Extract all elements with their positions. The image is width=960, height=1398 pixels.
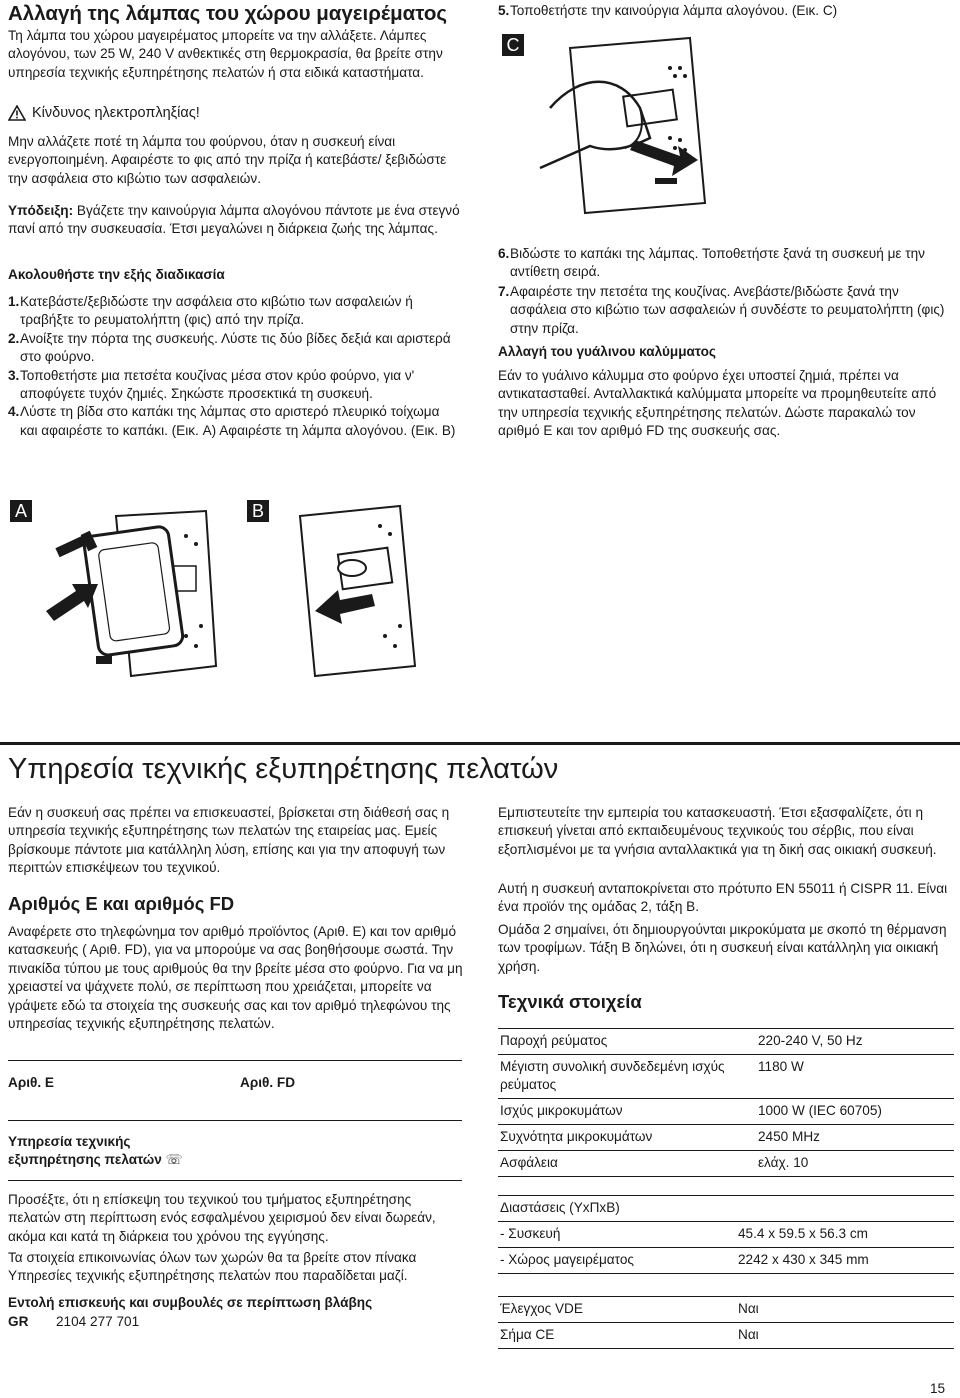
form-rule-top [8,1060,462,1061]
hint-text: Βγάζετε την καινούργια λάμπα αλογόνου πάντοτε με ένα στεγνό πανί από την συσκευασία. Έτσι μεγαλώνει η διάρκεια ζωής της λάμπας. [8,203,460,237]
spec-key: Ασφάλεια [498,1151,756,1177]
service-contact-line-2: εξυπηρέτησης πελατών [8,1152,162,1167]
e-number-label: Αριθ. E [8,1075,54,1090]
figure-b-label: B [247,500,269,522]
spec-key: Ισχύς μικροκυμάτων [498,1099,756,1125]
spec-key: - Χώρος μαγειρέματος [498,1248,736,1274]
step-1 [8,293,460,330]
spec-row [498,1099,954,1125]
figure-a-illustration [36,496,236,686]
step-number: 2. [8,330,20,346]
service-intro: Εάν η συσκευή σας πρέπει να επισκευαστεί, βρίσκεται στη διάθεσή σας η υπηρεσία τεχνικής εξυπηρέτησης των πελατών της εταιρείας μας. Εμείς βρίσκουμε πάντοτε μια κατάλληλη λύση, επίσης και για την αποφυγή των περιττών επισκέψεων του τεχνικού. [8,805,450,876]
spec-row [498,1125,954,1151]
enfd-text: Αναφέρετε στο τηλεφώνημα τον αριθμό προϊόντος (Αριθ. E) και τον αριθμό κατασκευής ( Αριθ. FD), για να μπορούμε να σας βοηθήσουμε σωστά. Την πινακίδα τύπου με τους αριθμούς θα την βρείτε μέσα στο φούρνο. Για να μη χρειαστεί να ψάχνετε πολύ, σε περίπτωση που χρειάζεται, μπορείτε να γράψετε εδώ τα στοιχεία της συσκευής σας και τον αριθμό τηλεφώνου της υπηρεσίας τεχνικής εξυπηρέτησης πελατών. [8,924,463,1032]
spec-row [498,1029,954,1055]
spec-value: 2450 MHz [756,1125,954,1151]
spec-key: Έλεγχος VDE [498,1297,736,1323]
specs-title: Τεχνικά στοιχεία [498,991,642,1012]
service-section-title: Υπηρεσία τεχνικής εξυπηρέτησης πελατών [8,753,559,785]
step-number: 4. [8,404,20,420]
spec-row [498,1151,954,1177]
spec-value: ελάχ. 10 [756,1151,954,1177]
page-number: 15 [930,1381,946,1396]
figure-c-illustration [530,28,730,228]
spec-key: - Συσκευή [498,1222,736,1248]
step-3 [8,367,460,404]
step-7 [498,283,954,338]
step-2 [8,330,460,367]
spec-key: Παροχή ρεύματος [498,1029,756,1055]
spec-value: 45.4 x 59.5 x 56.3 cm [736,1222,954,1248]
spec-row [498,1222,954,1248]
enfd-title: Αριθμός E και αριθμός FD [8,893,235,914]
step-number: 7. [498,284,510,299]
spec-row [498,1196,954,1222]
spec-key: Συχνότητα μικροκυμάτων [498,1125,756,1151]
figure-a-label: A [10,500,32,522]
spec-value [736,1196,954,1222]
service-phone-number: 2104 277 701 [56,1314,140,1329]
spec-value: 220-240 V, 50 Hz [756,1029,954,1055]
arrow-out-icon [46,584,98,621]
step-text: Τοποθετήστε μια πετσέτα κουζίνας μέσα στον κρύο φούρνο, για ν' αποφύγετε τυχόν ζημιές. Σηκώστε προσεκτικά τη συσκευή. [20,367,415,402]
warning-heading [8,104,200,122]
step-text: Τοποθετήστε την καινούργια λάμπα αλογόνου. (Εικ. C) [510,3,838,18]
spec-value: Ναι [736,1297,954,1323]
group-paragraph: Ομάδα 2 σημαίνει, ότι δημιουργούνται μικροκύματα με σκοπό τη θέρμανση των τροφίμων. Τάξη B δηλώνει, ότι η συσκευή είναι κατάλληλη για οικιακή χρήση. [498,922,947,974]
service-note-2: Τα στοιχεία επικοινωνίας όλων των χωρών θα τα βρείτε στον πίνακα Υπηρεσίες τεχνικής εξυπηρέτησης πελατών που παραδίδεται μαζί. [8,1250,417,1284]
step-text: Ανοίξτε την πόρτα της συσκευής. Λύστε τις δύο βίδες δεξιά και αριστερά στο φούρνο. [20,330,451,365]
step-text: Βιδώστε το καπάκι της λάμπας. Τοποθετήστε ξανά τη συσκευή με την αντίθετη σειρά. [510,246,925,280]
spec-key: Διαστάσεις (ΥxΠxΒ) [498,1196,736,1222]
spec-key: Μέγιστη συνολική συνδεδεμένη ισχύς ρεύματος [498,1055,756,1099]
spec-row [498,1248,954,1274]
lamp-intro: Τη λάμπα του χώρου μαγειρέματος μπορείτε να την αλλάξετε. Λάμπες αλογόνου, των 25 W, 240 V ανθεκτικές στη θερμοκρασία, θα βρείτε στην υπηρεσία τεχνικής εξυπηρέτησης πελατών ή στα ειδικά καταστήματα. [8,28,443,80]
spec-key: Σήμα CE [498,1323,736,1349]
repair-order-title: Εντολή επισκευής και συμβουλές σε περίπτωση βλάβης [8,1295,373,1310]
spec-row [498,1055,954,1099]
spec-value: Ναι [736,1323,954,1349]
trust-paragraph: Εμπιστευτείτε την εμπειρία του κατασκευαστή. Έτσι εξασφαλίζετε, ότι η επισκευή γίνεται από εκπαιδευμένους τεχνικούς του σέρβις, που είναι εξοπλισμένοι με τα γνήσια ανταλλακτικά για τη δική σας οικιακή συσκευή. [498,805,937,857]
specs-table-dimensions [498,1195,954,1274]
lamp-section-title: Αλλαγή της λάμπας του χώρου μαγειρέματος [8,2,448,25]
step-number: 1. [8,294,20,309]
step-text: Αφαιρέστε την πετσέτα της κουζίνας. Ανεβάστε/βιδώστε ξανά την ασφάλεια στο κιβώτιο των ασφαλειών ή συνδέστε το ρευματολήπτη (φις) στην πρίζα. [510,284,945,336]
spec-row [498,1297,954,1323]
step-5 [498,2,950,20]
step-text: Κατεβάστε/ξεβιδώστε την ασφάλεια στο κιβώτιο των ασφαλειών ή τραβήξτε το ρευματολήπτη (φις) από την πρίζα. [20,294,413,328]
telephone-icon: ☏ [165,1152,183,1167]
glass-title: Αλλαγή του γυάλινου καλύμματος [498,344,716,359]
service-contact-label [8,1133,183,1169]
glass-text: Εάν το γυάλινο κάλυμμα στο φούρνο έχει υποστεί ζημιά, πρέπει να αντικατασταθεί. Ανταλλακτικά καλύμματα μπορείτε να προμηθευτείτε από την υπηρεσία τεχνικής εξυπηρέτησης πελατών. Δώστε παρακαλώ τον αριθμό E και τον αριθμό FD της συσκευής σας. [498,368,937,439]
step-number: 6. [498,246,510,261]
section-divider [0,742,960,745]
figure-c-label: C [502,34,524,56]
figure-b-illustration [280,496,440,686]
step-number: 5. [498,3,510,18]
step-text: Λύστε τη βίδα στο καπάκι της λάμπας στο αριστερό πλευρικό τοίχωμα και αφαιρέστε το καπάκι. (Εικ. A) Αφαιρέστε τη λάμπα αλογόνου. (Εικ. B) [20,404,456,438]
form-rule-bottom [8,1180,462,1181]
service-contact-line-1: Υπηρεσία τεχνικής [8,1134,131,1149]
norm-paragraph: Αυτή η συσκευή ανταποκρίνεται στο πρότυπο EN 55011 ή CISPR 11. Είναι ένα προϊόν της ομάδας 2, τάξη B. [498,881,948,915]
step-6 [498,245,950,282]
country-code: GR [8,1314,29,1329]
form-rule-mid [8,1120,462,1121]
spec-value: 1180 W [756,1055,954,1099]
warning-triangle-icon [8,105,26,121]
specs-table-power [498,1028,954,1177]
specs-table-compliance [498,1296,954,1349]
warning-title: Κίνδυνος ηλεκτροπληξίας! [32,105,200,121]
spec-value: 1000 W (IEC 60705) [756,1099,954,1125]
fd-number-label: Αριθ. FD [240,1075,296,1090]
spec-value: 2242 x 430 x 345 mm [736,1248,954,1274]
step-number: 3. [8,367,20,383]
hint-paragraph [8,202,460,239]
steps-list [8,293,460,440]
service-phone-row [8,1313,139,1331]
procedure-title: Ακολουθήστε την εξής διαδικασία [8,267,225,282]
service-note-1: Προσέξτε, ότι η επίσκεψη του τεχνικού του τμήματος εξυπηρέτησης πελατών στη περίπτωση ενός εσφαλμένου χειρισμού δεν είναι δωρεάν, ακόμα και κατά τη διάρκεια του χρόνου της εγγύησης. [8,1192,436,1244]
spec-row [498,1323,954,1349]
warning-text: Μην αλλάζετε ποτέ τη λάμπα του φούρνου, όταν η συσκευή είναι ενεργοποιημένη. Αφαιρέστε το φις από την πρίζα ή κατεβάστε/ ξεβιδώστε την ασφάλεια στο κιβώτιο των ασφαλειών. [8,134,447,186]
step-4 [8,403,460,440]
hint-label: Υπόδειξη: [8,203,74,218]
